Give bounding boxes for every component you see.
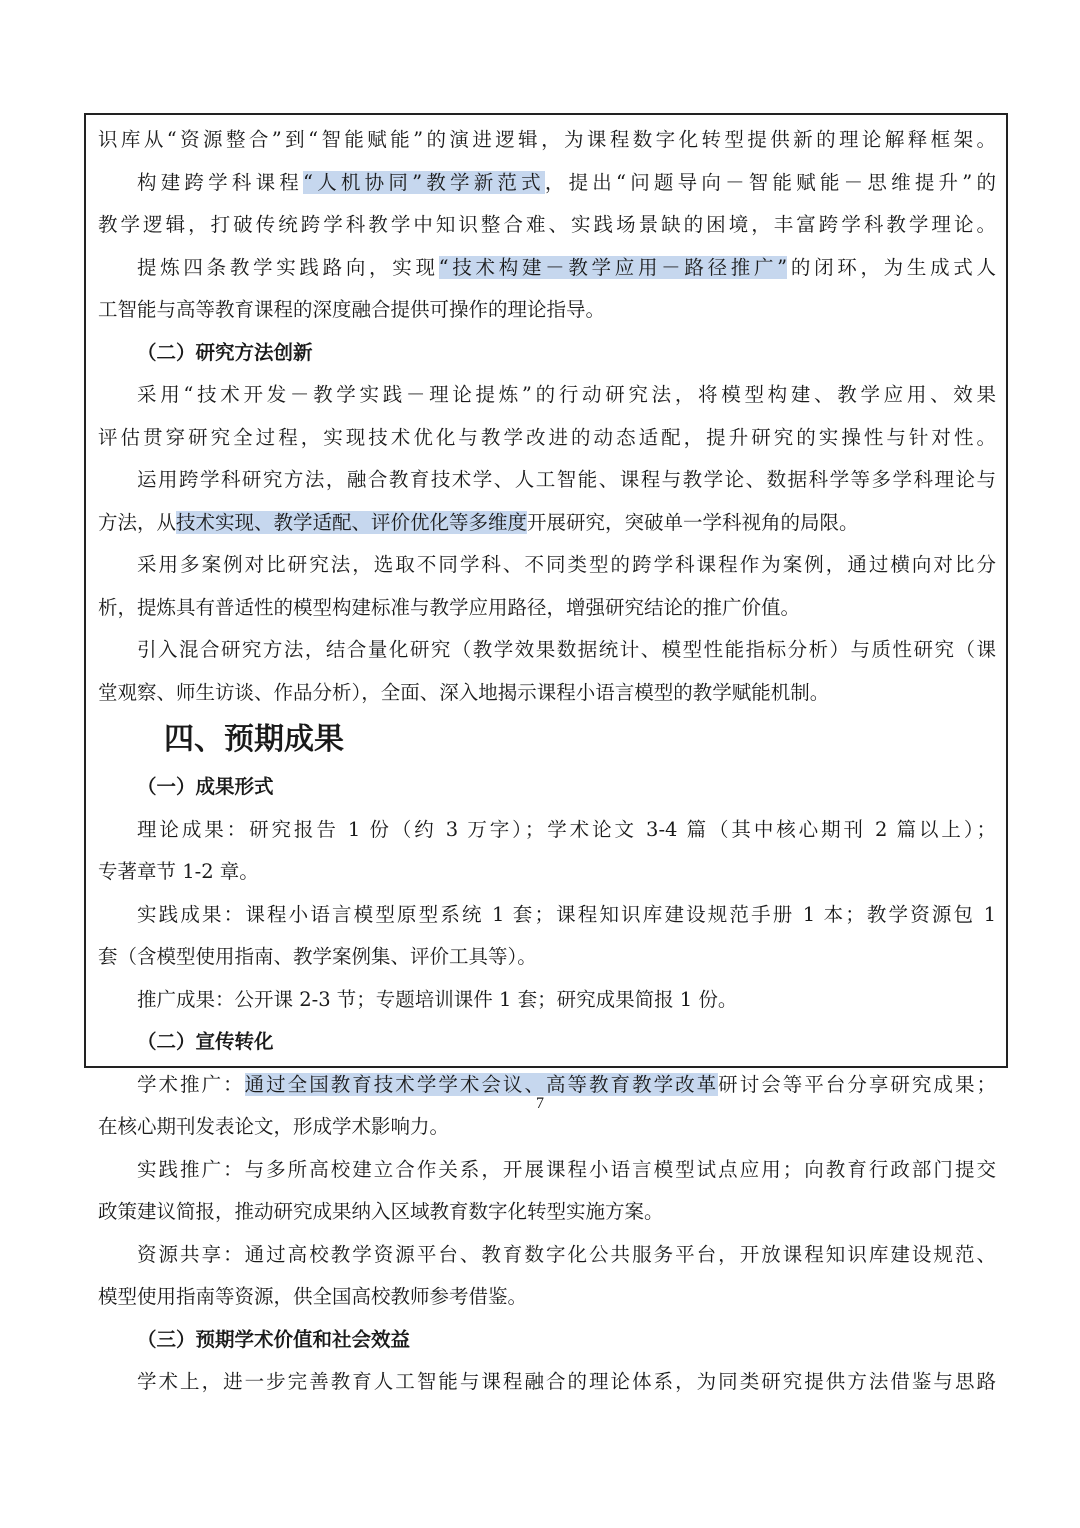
highlighted-text[interactable]: 通过全国教育技术学学术会议、高等教育教学改革: [244, 1072, 719, 1096]
subheading-method-innovation: （二）研究方法创新: [137, 340, 313, 364]
text-span: 开展研究，突破单一学科视角的局限。: [527, 510, 859, 534]
section-title-expected-results: 四、预期成果: [164, 722, 344, 757]
text-line: 政策建议简报，推动研究成果纳入区域教育数字化转型实施方案。: [98, 1200, 664, 1223]
text-line: 实践推广：与多所高校建立合作关系，开展课程小语言模型试点应用；向教育行政部门提交: [137, 1157, 996, 1181]
highlighted-text[interactable]: “人机协同”教学新范式: [303, 170, 545, 194]
text-line: 学术上，进一步完善教育人工智能与课程融合的理论体系，为同类研究提供方法借鉴与思路: [137, 1370, 996, 1393]
text-span: 方法，从: [98, 510, 177, 534]
highlighted-text[interactable]: 技术实现、教学适配、评价优化等多维度: [176, 510, 528, 534]
subheading-result-forms: （一）成果形式: [137, 775, 274, 798]
text-line: 堂观察、师生访谈、作品分析），全面、深入地揭示课程小语言模型的教学赋能机制。: [98, 680, 830, 704]
paragraph-interdisciplinary: [98, 502, 996, 545]
text-line: 理论成果：研究报告 1 份（约 3 万字）；学术论文 3-4 篇（其中核心期刊 2 篇以上）；: [137, 817, 996, 841]
text-line: 识库从“资源整合”到“智能赋能”的演进逻辑，为课程数字化转型提供新的理论解释框架。: [98, 128, 996, 151]
paragraph-humanmachine: [98, 162, 996, 205]
text-span: 学术推广：: [137, 1072, 245, 1096]
page-number: 7: [536, 1095, 544, 1112]
text-line: 在核心期刊发表论文，形成学术影响力。: [98, 1115, 450, 1138]
document-frame: [84, 113, 1008, 1393]
paragraph-practice-paths: [98, 247, 996, 290]
text-line: 评估贯穿研究全过程，实现技术优化与教学改进的动态适配，提升研究的实操性与针对性。: [98, 425, 996, 449]
text-line: 引入混合研究方法，结合量化研究（教学效果数据统计、模型性能指标分析）与质性研究（课: [137, 638, 996, 661]
text-line: 专著章节 1-2 章。: [98, 860, 259, 883]
text-span: 研讨会等平台分享研究成果；: [718, 1072, 996, 1096]
text-span: 构建跨学科课程: [137, 170, 304, 194]
text-span: 提炼四条教学实践路向，实现: [137, 255, 439, 279]
subheading-promotion: （二）宣传转化: [137, 1030, 274, 1053]
text-line: 析，提炼具有普适性的模型构建标准与教学应用路径，增强研究结论的推广价值。: [98, 595, 801, 619]
text-line: 教学逻辑，打破传统跨学科教学中知识整合难、实践场景缺的困境，丰富跨学科教学理论。: [98, 213, 996, 236]
text-line: 模型使用指南等资源，供全国高校教师参考借鉴。: [98, 1285, 528, 1308]
document-body: [98, 119, 996, 1404]
subheading-academic-value: （三）预期学术价值和社会效益: [137, 1327, 411, 1351]
text-span: ，提出“问题导向－智能赋能－思维提升”的: [544, 170, 996, 194]
text-line: 推广成果：公开课 2-3 节；专题培训课件 1 套；研究成果简报 1 份。: [137, 987, 738, 1011]
text-line: 资源共享：通过高校教学资源平台、教育数字化公共服务平台，开放课程知识库建设规范、: [137, 1242, 996, 1266]
highlighted-text[interactable]: “技术构建－教学应用－路径推广”: [438, 255, 788, 279]
text-line: 工智能与高等教育课程的深度融合提供可操作的理论指导。: [98, 298, 606, 321]
text-line: 运用跨学科研究方法，融合教育技术学、人工智能、课程与教学论、数据科学等多学科理论与: [137, 468, 996, 491]
text-line: 采用多案例对比研究法，选取不同学科、不同类型的跨学科课程作为案例，通过横向对比分: [137, 553, 996, 576]
text-line: 实践成果：课程小语言模型原型系统 1 套；课程知识库建设规范手册 1 本；教学资源包 1: [137, 902, 996, 926]
text-span: 的闭环，为生成式人: [787, 255, 996, 279]
text-line: 采用“技术开发－教学实践－理论提炼”的行动研究法，将模型构建、教学应用、效果: [137, 383, 996, 406]
text-line: 套（含模型使用指南、教学案例集、评价工具等）。: [98, 945, 537, 968]
